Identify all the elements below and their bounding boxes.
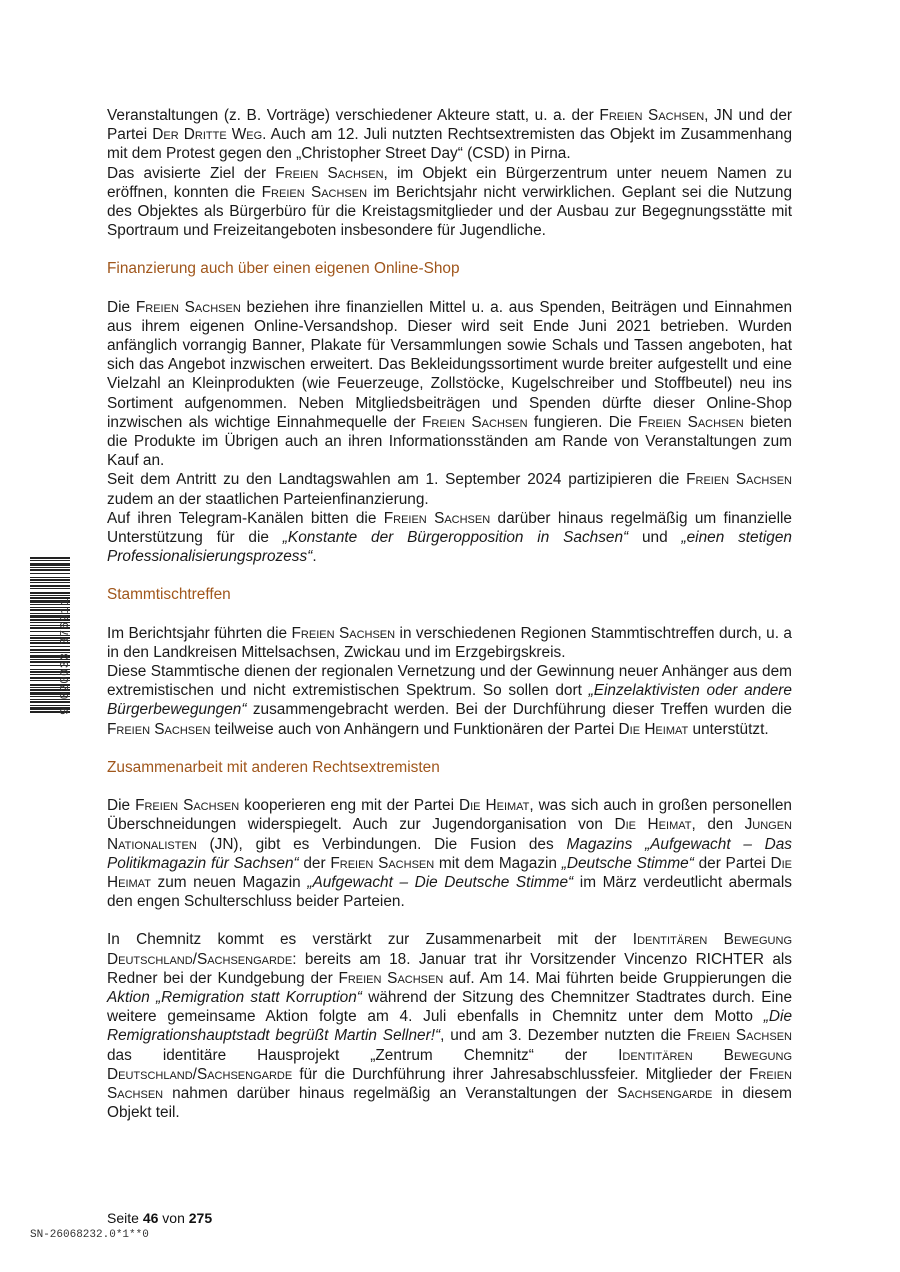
total-page-count: 275 <box>188 1210 213 1226</box>
organization-name: Freien Sachsen <box>275 164 384 182</box>
text-run: auf. Am 14. Mai führten beide Gruppierungen die <box>443 969 792 987</box>
organization-name: Freien Sachsen <box>338 969 444 987</box>
text-run: nahmen darüber hinaus regelmäßig an Veranstaltungen der <box>163 1084 618 1102</box>
organization-name: Freien Sachsen <box>291 624 396 642</box>
text-run: der Partei <box>693 854 771 872</box>
text-run: Seit dem Antritt zu den Landtagswahlen am 1. September 2024 partizipieren die <box>107 471 687 489</box>
footer-mid: von <box>158 1210 189 1226</box>
text-run: und <box>628 529 682 547</box>
text-run: das identitäre Hausprojekt „Zentrum Chemnitz“ der <box>107 1046 619 1064</box>
barcode-number: 9 020033 376911 <box>58 597 72 715</box>
text-run: beziehen ihre finanziellen Mittel u. a. aus Spenden, Beiträgen und Einnahmen aus ihrem eigenen Online-Versandshop. Dieser wird seit Ende Juni 2021 betrieben. Wurden anfänglich vorrangig Banner, Plakate für Versammlungen sowie Schals und Tassen angeboten, hat sich das Angebot inzwischen erweitert. Das Bekleidungssortiment wurde breiter aufgestellt und eine Vielzahl an Kleinprodukten (wie Feuerzeuge, Zollstöcke, Kugelschreiber und Stoffbeutel) neu ins Sortiment aufgenommen. Neben Mitgliedsbeiträgen und Spenden dürfte dieser Online-Shop inzwischen als wichtige Einnahmequelle der <box>107 298 792 431</box>
text-run: in verschiedenen Regionen Stammtischtreffen durch, u. a in den Landkreisen Mittelsachsen, Zwickau und im Erzgebirgskreis. <box>107 624 792 661</box>
quotation: „einen stetigen Professionalisierungsprozess“ <box>107 529 792 566</box>
text-run: , im Objekt ein Bürgerzentrum unter neuem Namen zu eröffnen, konnten die <box>107 164 792 201</box>
text-run: im März verdeutlicht abermals den engen Schulterschluss beider Parteien. <box>107 873 792 911</box>
text-run: zusammengebracht werden. Bei der Durchführung dieser Treffen wurden die <box>246 701 792 719</box>
text-run: unterstützt. <box>688 720 769 738</box>
organization-name: Die Heimat <box>618 720 689 738</box>
paragraph <box>107 624 792 662</box>
text-run: Im Berichtsjahr führten die <box>107 624 292 642</box>
text-run: Die <box>107 797 136 815</box>
text-run: In Chemnitz kommt es verstärkt zur Zusammenarbeit mit der <box>107 931 633 949</box>
text-run: , und am 3. Dezember nutzten die <box>440 1027 688 1045</box>
document-id: SN-26068232.0*1**0 <box>30 1229 149 1241</box>
organization-name: Freien Sachsen <box>686 471 792 489</box>
text-run: , was sich auch in großen personellen Überschneidungen widerspiegelt. Auch zur Jugendorganisation von <box>107 797 792 834</box>
text-run: . <box>312 548 317 566</box>
organization-name: Die Heimat <box>614 816 692 834</box>
text-run: Veranstaltungen (z. B. Vorträge) verschiedener Akteure statt, u. a. der <box>107 107 600 124</box>
text-run: im Berichtsjahr nicht verwirklichen. Geplant sei die Nutzung des Objektes als Bürgerbüro für die Kreistagsmitglieder und der Ausbau zur Begegnungsstätte mit Sportraum und Freizeitangeboten insbesondere für Jugendliche. <box>107 183 793 240</box>
text-run: Das avisierte Ziel der <box>107 164 276 182</box>
paragraph <box>107 509 792 567</box>
section-heading: Stammtischtreffen <box>107 586 231 604</box>
organization-name: Freien Sachsen <box>135 298 241 316</box>
organization-name: Sachsengarde <box>617 1084 713 1102</box>
organization-name: Freien Sachsen <box>422 413 528 431</box>
quotation: „Die Remigrationshauptstadt begrüßt Martin Sellner!“ <box>107 1008 792 1045</box>
section-heading: Zusammenarbeit mit anderen Rechtsextremisten <box>107 758 440 776</box>
organization-name: Freien Sachsen <box>599 107 705 124</box>
current-page-number: 46 <box>142 1210 159 1226</box>
organization-name: Freien Sachsen <box>261 183 368 201</box>
text-run: mit dem Magazin <box>434 854 562 872</box>
organization-name: Freien Sachsen <box>330 854 435 872</box>
text-run: teilweise auch von Anhängern und Funktionären der Partei <box>210 720 619 738</box>
organization-name: Freien Sachsen <box>638 413 744 431</box>
text-run: , den <box>691 816 745 834</box>
text-run: , JN und der Partei <box>107 107 793 144</box>
organization-name: Die Heimat <box>459 797 530 815</box>
organization-name: Die Heimat <box>107 854 793 891</box>
text-run: Die <box>107 298 136 316</box>
paragraph <box>107 164 792 241</box>
organization-name: Freien Sachsen <box>107 1065 792 1102</box>
text-run: (JN), gibt es Verbindungen. Die Fusion des <box>196 835 567 853</box>
document-body <box>107 106 792 1122</box>
paragraph <box>107 930 792 1122</box>
text-run: . Auch am 12. Juli nutzten Rechtsextremisten das Objekt im Zusammenhang mit dem Protest gegen den „Christopher Street Day“ (CSD) in Pirna. <box>107 126 793 163</box>
text-run: der <box>298 854 331 872</box>
organization-name: Identitären Bewegung Deutschland/Sachsengarde <box>107 931 792 968</box>
organization-name: Freien Sachsen <box>107 720 211 738</box>
paragraph <box>107 662 792 739</box>
text-run: für die Durchführung ihrer Jahresabschlussfeier. Mitglieder der <box>292 1065 749 1083</box>
organization-name: Freien Sachsen <box>135 797 240 815</box>
organization-name: Der Dritte Weg <box>152 126 263 144</box>
quotation: „Konstante der Bürgeropposition in Sachsen“ <box>282 529 629 547</box>
page-number-footer <box>107 1210 212 1226</box>
quotation: „Einzelaktivisten oder andere Bürgerbewegungen“ <box>107 682 792 719</box>
footer-prefix: Seite <box>107 1210 143 1226</box>
organization-name: Freien Sachsen <box>687 1027 792 1045</box>
quotation: „Deutsche Stimme“ <box>561 854 694 872</box>
text-run: bieten die Produkte im Übrigen auch an ihren Informationsständen am Rande von Veranstaltungen zum Kauf an. <box>107 413 792 470</box>
text-run: in diesem Objekt teil. <box>107 1084 792 1122</box>
text-run: zum neuen Magazin <box>150 873 308 891</box>
text-run: zudem an der staatlichen Parteienfinanzierung. <box>107 490 429 508</box>
paragraph <box>107 470 792 508</box>
paragraph <box>107 298 792 471</box>
quotation: Magazins „Aufgewacht – Das Politikmagazin für Sachsen“ <box>107 835 792 872</box>
text-run: Auf ihren Telegram-Kanälen bitten die <box>107 509 384 527</box>
text-run: fungieren. Die <box>527 413 639 431</box>
paragraph <box>107 106 792 164</box>
organization-name: Identitären Bewegung Deutschland/Sachsengarde <box>107 1046 792 1083</box>
text-run: Diese Stammtische dienen der regionalen Vernetzung und der Gewinnung neuer Anhänger aus dem extremistischen und nicht extremistischen Spektrum. So sollen dort <box>107 663 792 700</box>
organization-name: Jungen Nationalisten <box>107 816 792 853</box>
section-heading: Finanzierung auch über einen eigenen Online-Shop <box>107 260 460 278</box>
text-run: : bereits am 18. Januar trat ihr Vorsitzender Vincenzo RICHTER als Redner bei der Kundgebung der <box>107 950 792 987</box>
quotation: „Aufgewacht – Die Deutsche Stimme“ <box>307 873 574 891</box>
text-run: darüber hinaus regelmäßig um finanzielle Unterstützung für die <box>107 509 792 547</box>
text-run: während der Sitzung des Chemnitzer Stadtrates durch. Eine weitere gemeinsame Aktion folgte am 4. Juli ebenfalls in Chemnitz unter dem Motto <box>107 988 793 1026</box>
text-run: kooperieren eng mit der Partei <box>239 797 459 815</box>
organization-name: Freien Sachsen <box>383 509 491 527</box>
quotation: Aktion „Remigration statt Korruption“ <box>107 988 362 1006</box>
paragraph <box>107 796 792 911</box>
